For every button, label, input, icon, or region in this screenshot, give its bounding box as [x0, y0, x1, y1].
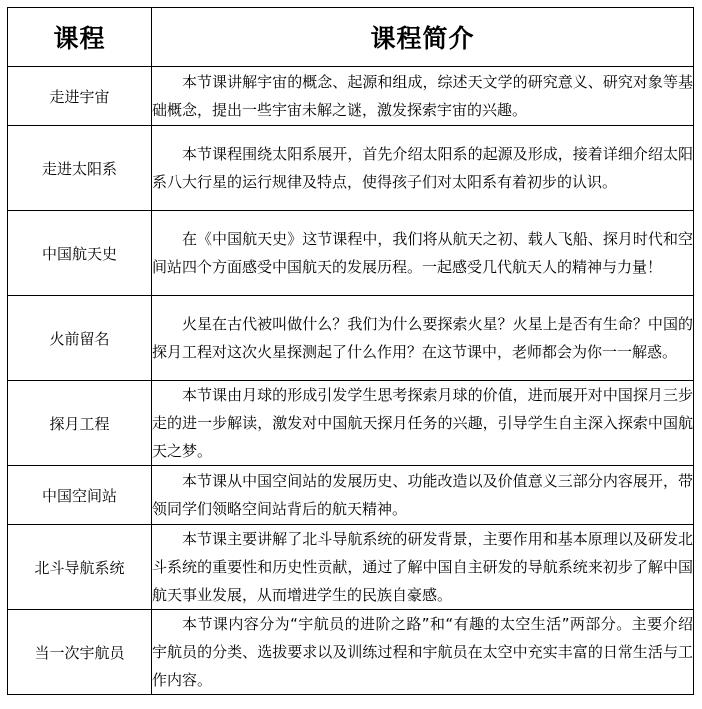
course-name: 走进太阳系	[8, 126, 152, 211]
course-description: 本节课主要讲解了北斗导航系统的研发背景，主要作用和基本原理以及研发北斗系统的重要性和历史性贡献，通过了解中国自主研发的导航系统来初步了解中国航天事业发展，从而增进学生的民族自豪感。	[152, 525, 694, 610]
table-row	[8, 381, 694, 466]
table-row	[8, 67, 694, 126]
course-description: 本节课从中国空间站的发展历史、功能改造以及价值意义三部分内容展开，带领同学们领略空间站背后的航天精神。	[152, 466, 694, 525]
course-description: 火星在古代被叫做什么？我们为什么要探索火星？火星上是否有生命？中国的探月工程对这次火星探测起了什么作用？在这节课中，老师都会为你一一解惑。	[152, 296, 694, 381]
course-column-header: 课程	[8, 8, 152, 67]
table-row	[8, 525, 694, 610]
intro-column-header: 课程简介	[152, 8, 694, 67]
course-name: 走进宇宙	[8, 67, 152, 126]
course-description: 本节课程围绕太阳系展开，首先介绍太阳系的起源及形成，接着详细介绍太阳系八大行星的运行规律及特点，使得孩子们对太阳系有着初步的认识。	[152, 126, 694, 211]
course-description: 在《中国航天史》这节课程中，我们将从航天之初、载人飞船、探月时代和空间站四个方面感受中国航天的发展历程。一起感受几代航天人的精神与力量！	[152, 211, 694, 296]
table-row	[8, 296, 694, 381]
course-description: 本节课讲解宇宙的概念、起源和组成，综述天文学的研究意义、研究对象等基础概念，提出一些宇宙未解之谜，激发探索宇宙的兴趣。	[152, 67, 694, 126]
course-name: 中国空间站	[8, 466, 152, 525]
course-description: 本节课内容分为“宇航员的进阶之路”和“有趣的太空生活”两部分。主要介绍宇航员的分类、选拔要求以及训练过程和宇航员在太空中充实丰富的日常生活与工作内容。	[152, 610, 694, 695]
course-name: 北斗导航系统	[8, 525, 152, 610]
course-name: 中国航天史	[8, 211, 152, 296]
course-table	[7, 7, 694, 695]
course-description: 本节课由月球的形成引发学生思考探索月球的价值，进而展开对中国探月三步走的进一步解读，激发对中国航天探月任务的兴趣，引导学生自主深入探索中国航天之梦。	[152, 381, 694, 466]
course-name: 当一次宇航员	[8, 610, 152, 695]
table-row	[8, 126, 694, 211]
table-row	[8, 466, 694, 525]
course-name: 火前留名	[8, 296, 152, 381]
table-row	[8, 211, 694, 296]
course-name: 探月工程	[8, 381, 152, 466]
header-row	[8, 8, 694, 67]
table-row	[8, 610, 694, 695]
